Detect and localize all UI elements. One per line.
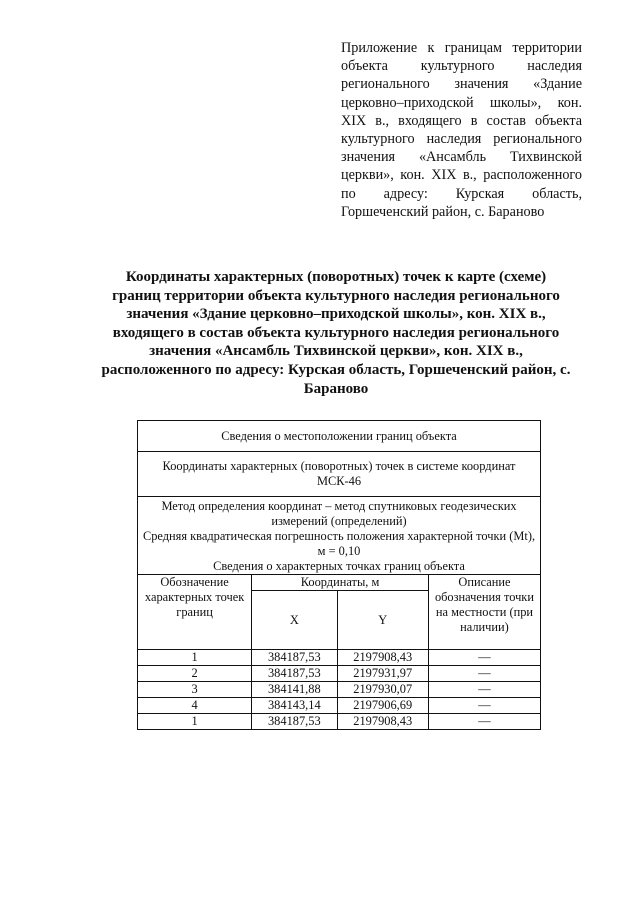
col-header-y: Y bbox=[337, 591, 428, 650]
table-row bbox=[138, 682, 541, 698]
point-y: 2197906,69 bbox=[337, 698, 428, 714]
document-heading: Координаты характерных (поворотных) точек к карте (схеме) границ территории объекта культурного наследия регионального значения «Здание церковно–приходской школы», кон. XIX в., входящего в состав объекта культурного наследия регионального значения «Ансамбль Тихвинской церкви», кон. XIX в., расположенного по адресу: Курская область, Горшеченский район, с. Бараново bbox=[101, 269, 571, 397]
method-cell bbox=[138, 497, 541, 575]
col-header-x: X bbox=[252, 591, 337, 650]
point-x: 384187,53 bbox=[252, 714, 337, 730]
point-name: 1 bbox=[138, 714, 252, 730]
point-desc: — bbox=[428, 714, 540, 730]
point-name: 4 bbox=[138, 698, 252, 714]
accuracy-text: Средняя квадратическая погрешность положения характерной точки (Mt), м = 0,10 bbox=[142, 529, 536, 558]
point-x: 384141,88 bbox=[252, 682, 337, 698]
table-row bbox=[138, 650, 541, 666]
col-header-desc: Описание обозначения точки на местности (при наличии) bbox=[428, 575, 540, 650]
point-x: 384187,53 bbox=[252, 650, 337, 666]
points-info-text: Сведения о характерных точках границ объекта bbox=[213, 559, 465, 573]
coord-system-cell: Координаты характерных (поворотных) точек в системе координат МСК-46 bbox=[138, 452, 541, 497]
point-desc: — bbox=[428, 682, 540, 698]
point-name: 3 bbox=[138, 682, 252, 698]
coordinates-table bbox=[137, 420, 541, 730]
col-header-name: Обозначение характерных точек границ bbox=[138, 575, 252, 650]
point-x: 384187,53 bbox=[252, 666, 337, 682]
point-y: 2197908,43 bbox=[337, 714, 428, 730]
point-desc: — bbox=[428, 698, 540, 714]
point-name: 2 bbox=[138, 666, 252, 682]
table-row bbox=[138, 666, 541, 682]
point-y: 2197930,07 bbox=[337, 682, 428, 698]
appendix-note: Приложение к границам территории объекта культурного наследия регионального значения «Здание церковно–приходской школы», кон. XIX в., входящего в состав объекта культурного наследия регионального значения «Ансамбль Тихвинской церкви», кон. XIX в., расположенного по адресу: Курская область, Горшеченский район, с. Бараново bbox=[341, 40, 582, 220]
location-info-cell: Сведения о местоположении границ объекта bbox=[138, 421, 541, 452]
point-desc: — bbox=[428, 650, 540, 666]
point-y: 2197931,97 bbox=[337, 666, 428, 682]
method-text: Метод определения координат – метод спутниковых геодезических измерений (определений) bbox=[161, 499, 517, 528]
point-x: 384143,14 bbox=[252, 698, 337, 714]
point-y: 2197908,43 bbox=[337, 650, 428, 666]
table-row bbox=[138, 714, 541, 730]
point-name: 1 bbox=[138, 650, 252, 666]
point-desc: — bbox=[428, 666, 540, 682]
col-header-coords: Координаты, м bbox=[252, 575, 429, 591]
table-row bbox=[138, 698, 541, 714]
